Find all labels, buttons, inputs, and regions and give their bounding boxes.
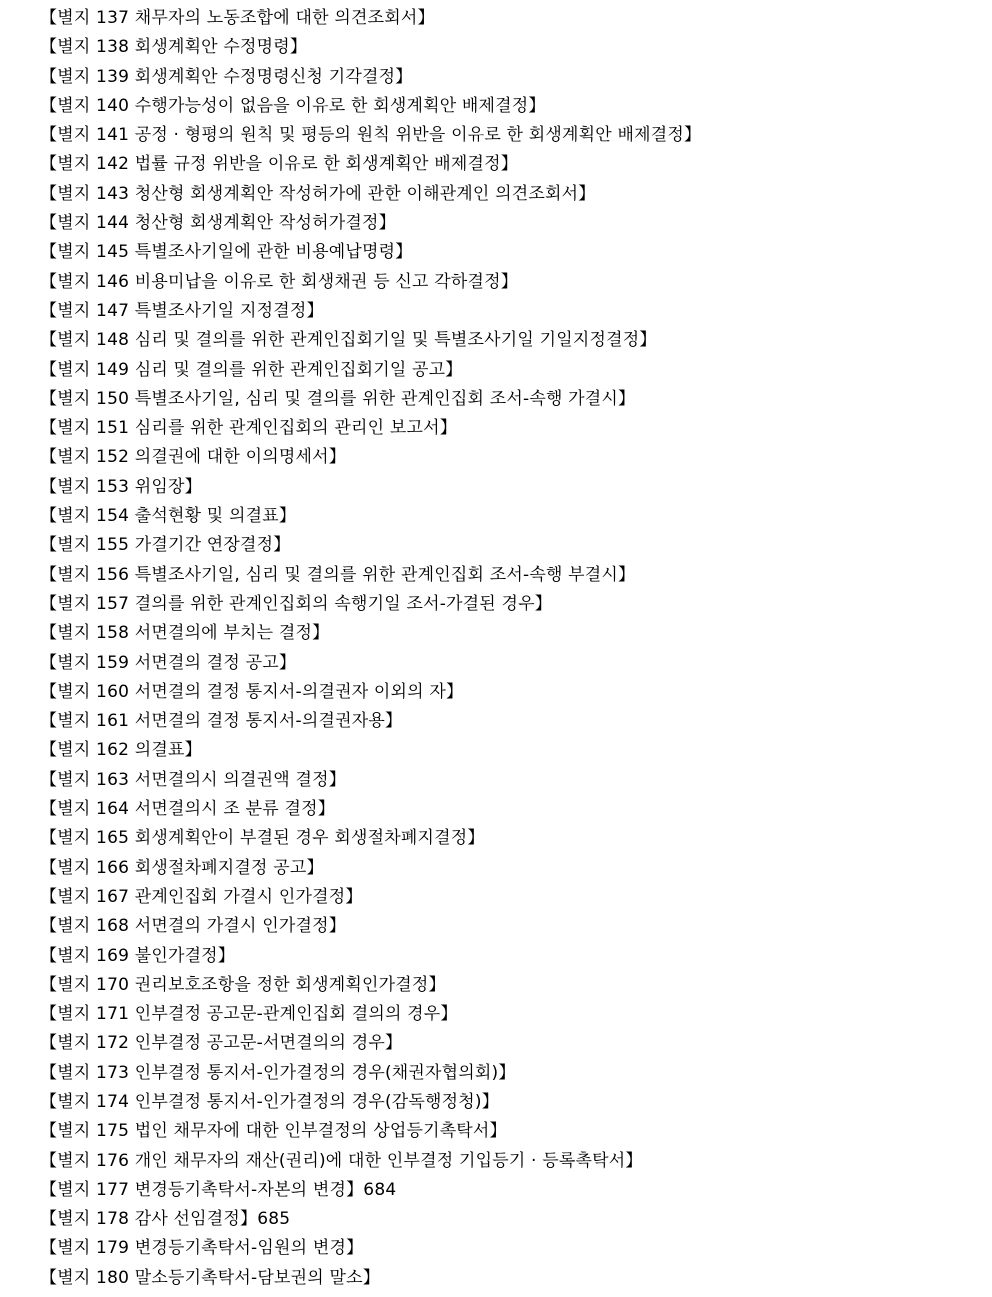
list-item: 【별지 157 결의를 위한 관계인집회의 속행기일 조서-가결된 경우】 bbox=[40, 593, 552, 614]
list-item: 【별지 173 인부결정 통지서-인가결정의 경우(채권자협의회)】 bbox=[40, 1062, 516, 1083]
list-item: 【별지 140 수행가능성이 없음을 이유로 한 회생계획안 배제결정】 bbox=[40, 95, 546, 116]
list-item: 【별지 161 서면결의 결정 통지서-의결권자용】 bbox=[40, 711, 403, 732]
list-item: 【별지 163 서면결의시 의결권액 결정】 bbox=[40, 769, 346, 790]
list-item: 【별지 146 비용미납을 이유로 한 회생채권 등 신고 각하결정】 bbox=[40, 271, 518, 292]
list-item: 【별지 137 채무자의 노동조합에 대한 의견조회서】 bbox=[40, 8, 435, 28]
list-item: 【별지 144 청산형 회생계획안 작성허가결정】 bbox=[40, 213, 396, 234]
list-item: 【별지 143 청산형 회생계획안 작성허가에 관한 이해관계인 의견조회서】 bbox=[40, 183, 596, 204]
appendix-list bbox=[40, 4, 701, 1293]
list-item: 【별지 153 위임장】 bbox=[40, 476, 202, 497]
list-item: 【별지 147 특별조사기일 지정결정】 bbox=[40, 300, 324, 321]
list-item: 【별지 155 가결기간 연장결정】 bbox=[40, 535, 291, 556]
list-item: 【별지 165 회생계획안이 부결된 경우 회생절차폐지결정】 bbox=[40, 828, 485, 849]
list-item: 【별지 148 심리 및 결의를 위한 관계인집회기일 및 특별조사기일 기일지정결정】 bbox=[40, 330, 657, 351]
list-item: 【별지 176 개인 채무자의 재산(권리)에 대한 인부결정 기입등기 · 등록촉탁서】 bbox=[40, 1150, 643, 1171]
list-item: 【별지 145 특별조사기일에 관한 비용예납명령】 bbox=[40, 242, 413, 263]
list-item: 【별지 169 불인가결정】 bbox=[40, 945, 236, 966]
list-item: 【별지 170 권리보호조항을 정한 회생계획인가결정】 bbox=[40, 974, 446, 995]
list-item: 【별지 159 서면결의 결정 공고】 bbox=[40, 652, 297, 673]
list-item: 【별지 142 법률 규정 위반을 이유로 한 회생계획안 배제결정】 bbox=[40, 154, 518, 175]
list-item: 【별지 178 감사 선임결정】685 bbox=[40, 1209, 291, 1230]
list-item: 【별지 141 공정 · 형평의 원칙 및 평등의 원칙 위반을 이유로 한 회생계획안 배제결정】 bbox=[40, 125, 702, 146]
list-item: 【별지 180 말소등기촉탁서-담보권의 말소】 bbox=[40, 1267, 380, 1288]
list-item: 【별지 172 인부결정 공고문-서면결의의 경우】 bbox=[40, 1033, 403, 1054]
list-item: 【별지 171 인부결정 공고문-관계인집회 결의의 경우】 bbox=[40, 1004, 458, 1025]
list-item: 【별지 158 서면결의에 부치는 결정】 bbox=[40, 623, 330, 644]
list-item: 【별지 152 의결권에 대한 이의명세서】 bbox=[40, 447, 346, 468]
list-item: 【별지 177 변경등기촉탁서-자본의 변경】684 bbox=[40, 1179, 397, 1200]
list-item: 【별지 174 인부결정 통지서-인가결정의 경우(감독행정청)】 bbox=[40, 1091, 499, 1112]
list-item: 【별지 164 서면결의시 조 분류 결정】 bbox=[40, 799, 335, 820]
list-item: 【별지 149 심리 및 결의를 위한 관계인집회기일 공고】 bbox=[40, 359, 463, 380]
list-item: 【별지 154 출석현황 및 의결표】 bbox=[40, 506, 297, 527]
list-item: 【별지 160 서면결의 결정 통지서-의결권자 이외의 자】 bbox=[40, 681, 464, 702]
list-item: 【별지 166 회생절차폐지결정 공고】 bbox=[40, 857, 324, 878]
list-item: 【별지 175 법인 채무자에 대한 인부결정의 상업등기촉탁서】 bbox=[40, 1121, 507, 1142]
list-item: 【별지 150 특별조사기일, 심리 및 결의를 위한 관계인집회 조서-속행 가결시】 bbox=[40, 388, 636, 409]
list-item: 【별지 138 회생계획안 수정명령】 bbox=[40, 37, 308, 58]
list-item: 【별지 151 심리를 위한 관계인집회의 관리인 보고서】 bbox=[40, 418, 457, 439]
list-item: 【별지 162 의결표】 bbox=[40, 740, 202, 761]
list-item: 【별지 139 회생계획안 수정명령신청 기각결정】 bbox=[40, 66, 413, 87]
list-item: 【별지 168 서면결의 가결시 인가결정】 bbox=[40, 916, 346, 937]
list-item: 【별지 179 변경등기촉탁서-임원의 변경】 bbox=[40, 1238, 364, 1259]
list-item: 【별지 167 관계인집회 가결시 인가결정】 bbox=[40, 886, 363, 907]
list-item: 【별지 156 특별조사기일, 심리 및 결의를 위한 관계인집회 조서-속행 부결시】 bbox=[40, 564, 636, 585]
